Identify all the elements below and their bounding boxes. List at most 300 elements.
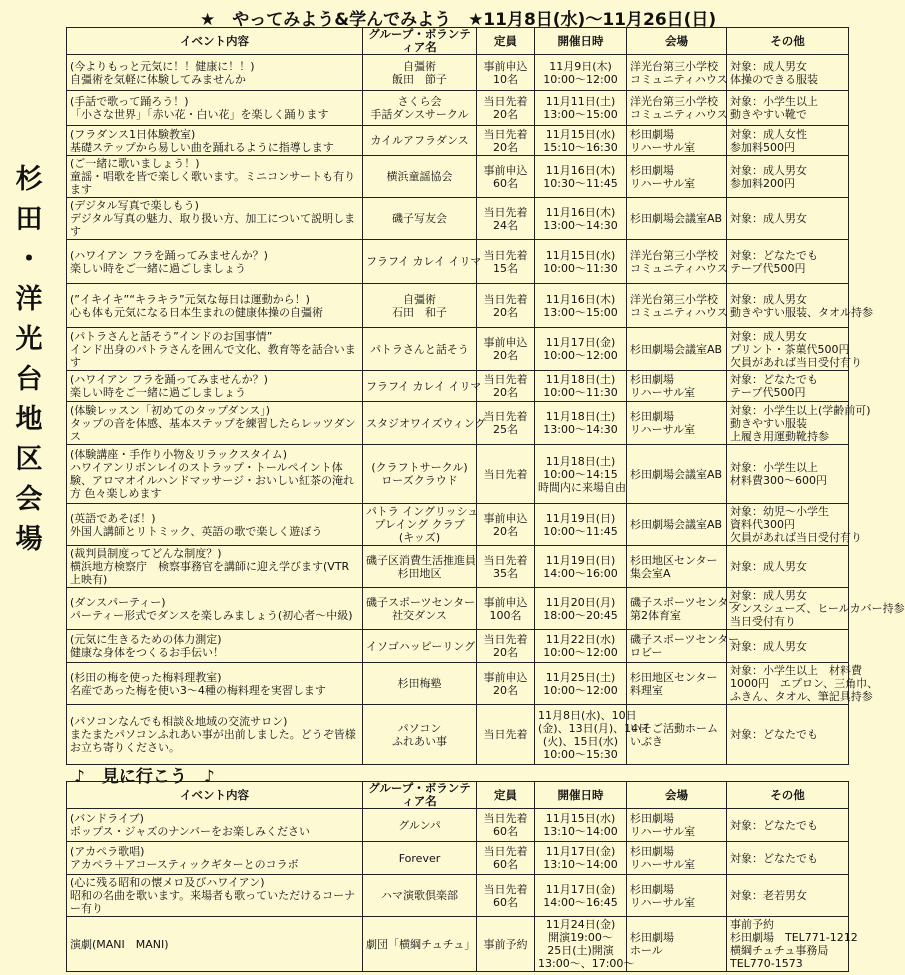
event-line: 童謡・唱歌を皆で楽しく歌います。ミニコンサートも有ります (70, 170, 356, 196)
table-row (67, 663, 849, 705)
event-line: 昭和の名曲を歌います。来場者も歌っていただけるコーナー有り (70, 889, 356, 915)
venue-cell (627, 328, 727, 371)
group-line: 自彊術 (403, 292, 436, 306)
other-cell (727, 546, 849, 588)
side-title-char: 田 (15, 204, 43, 235)
event-line: (今よりもっと元気に！！健康に！！) (70, 59, 255, 73)
event-line: (体験講座・手作り小物＆リラックスタイム) (70, 448, 288, 461)
capacity-line: 20名 (493, 349, 518, 362)
capacity-line: 当日先着 (483, 248, 528, 262)
event-line: 名産であった梅を使い3～4種の梅料理を実習します (70, 683, 326, 697)
other-cell (727, 445, 849, 504)
event-line: (デジタル写真で楽しもう) (70, 199, 199, 212)
capacity-cell (477, 328, 535, 371)
capacity-cell (477, 842, 535, 875)
date-cell (535, 588, 627, 630)
event-line: 基礎ステップから易しい曲を踊れるように指導します (70, 140, 334, 154)
date-cell (535, 91, 627, 126)
event-line: (ハワイアン フラを踊ってみませんか？) (70, 248, 268, 262)
date-line: 10:00～15:30 (543, 747, 618, 761)
side-title-char: ・ (15, 244, 43, 275)
date-line: 時間内に来場自由 (538, 480, 626, 494)
event-cell (67, 240, 363, 284)
other-line: 対象：成人女性 (730, 127, 807, 141)
other-line: 欠員があれば当日受付有り (730, 355, 862, 369)
group-line: (クラフトサークル) (371, 461, 468, 474)
date-cell (535, 126, 627, 156)
capacity-cell (477, 55, 535, 91)
date-line: (金)、13日(月)、14日 (538, 721, 650, 735)
header-event: イベント内容 (67, 28, 363, 55)
capacity-line: 24名 (493, 218, 518, 232)
capacity-line: 当日先着 (483, 127, 528, 141)
date-line: 11月9日(木) (549, 59, 612, 73)
date-line: 10:00～12:00 (543, 683, 618, 697)
date-line: 11月17日(金) (545, 336, 616, 349)
capacity-line: 15名 (493, 261, 518, 275)
other-line: 対象：小学生以上(学齢前可) (730, 403, 871, 417)
table-row (67, 705, 849, 765)
event-line: インド出身のパトラさんを囲んで文化、教育等を話合います (70, 342, 356, 369)
capacity-line: 事前申込 (483, 511, 528, 525)
capacity-cell (477, 809, 535, 842)
side-title-char: 台 (15, 364, 43, 395)
venue-line: ロビー (630, 646, 663, 659)
side-title-char: 地 (15, 404, 43, 435)
event-line: 自彊術を気軽に体験してみませんか (70, 72, 246, 86)
group-cell (363, 402, 486, 445)
event-cell (67, 156, 363, 198)
table-row (67, 156, 849, 198)
table-row (67, 588, 849, 630)
other-line: 1000円 エプロン、三角巾、 (730, 677, 879, 690)
date-line: 10:00～11:45 (543, 524, 618, 538)
event-cell (67, 809, 363, 842)
venue-cell (627, 663, 727, 705)
table-row (67, 284, 849, 328)
other-line: 横綱チュチュ事務局 (730, 944, 829, 957)
group-line: さくら会 (397, 95, 442, 108)
group-line: プレイング クラブ (374, 518, 465, 531)
venue-line: リハーサル室 (630, 140, 696, 154)
event-cell (67, 588, 363, 630)
group-line: パトラ イングリッシュ (366, 505, 479, 518)
other-line: 動きやすい服装 (730, 416, 807, 430)
group-cell (363, 504, 477, 546)
event-line: (英語であそぼ！) (70, 511, 156, 525)
date-line: 13:10～14:00 (543, 825, 618, 838)
side-title-char: 光 (15, 324, 43, 355)
capacity-cell (477, 371, 535, 402)
other-line: 上履き用運動靴持参 (730, 429, 829, 443)
capacity-line: 60名 (493, 858, 518, 871)
header-group: グループ・ボランティア名 (363, 782, 477, 809)
other-line: 体操のできる服装 (730, 72, 818, 86)
other-cell (727, 55, 849, 91)
side-title-char: 洋 (15, 284, 43, 315)
other-line: プリント・茶菓代500円 (730, 342, 850, 356)
capacity-line: 20名 (493, 524, 518, 538)
section-title-go-see: ♪ 見に行こう ♪ (74, 767, 215, 787)
table-row (67, 91, 849, 126)
venue-cell (627, 284, 727, 328)
date-line: 11月15日(水) (545, 127, 616, 141)
header-group: グループ・ボランティア名 (363, 28, 477, 55)
venue-cell (627, 588, 740, 630)
other-cell (727, 371, 849, 402)
date-line: 11月17日(金) (545, 845, 616, 858)
capacity-cell (477, 546, 535, 588)
group-cell (363, 445, 477, 504)
other-cell (727, 875, 849, 917)
venue-cell (627, 126, 727, 156)
other-line: 対象：どなたでも (730, 851, 818, 865)
event-line: (バンドライブ) (70, 812, 144, 825)
other-line: 対象：どなたでも (730, 248, 818, 262)
other-line: 対象：成人男女 (730, 329, 807, 343)
date-line: 13:00～15:00 (543, 108, 618, 121)
group-cell (363, 328, 477, 371)
capacity-line: 当日先着 (483, 728, 528, 741)
group-line: 磯子写友会 (392, 212, 447, 225)
table-row (67, 240, 849, 284)
venue-line: 杉田劇場 (630, 163, 674, 177)
capacity-line: 当日先着 (483, 410, 528, 423)
capacity-line: 当日先着 (483, 373, 528, 386)
group-line: パトラさんと話そう (370, 342, 469, 356)
header-datetime: 開催日時 (535, 782, 627, 809)
header-capacity: 定員 (477, 782, 535, 809)
group-cell (363, 875, 477, 917)
venue-cell (627, 445, 727, 504)
date-line: 11月11日(土) (545, 95, 616, 108)
event-cell (67, 445, 363, 504)
capacity-line: 事前申込 (483, 59, 528, 73)
event-cell (67, 630, 363, 663)
other-cell (727, 917, 858, 972)
venue-line: 洋光台第三小学校 (630, 59, 718, 73)
side-title-char: 会 (15, 484, 43, 515)
venue-line: コミュニティハウス (630, 305, 728, 319)
event-line: タップの音を体感、基本ステップを練習したらレッツダンス (70, 416, 356, 443)
group-line: ふれあい事 (392, 734, 447, 748)
other-cell (727, 809, 849, 842)
group-line: 自彊術 (403, 59, 436, 73)
event-line: (心に残る昭和の懐メロ及びハワイアン) (70, 876, 265, 889)
event-cell (67, 875, 363, 917)
capacity-line: 当日先着 (483, 812, 528, 825)
other-line: 対象：どなたでも (730, 728, 818, 741)
group-line: フラフイ カレイ イリマ (366, 255, 482, 268)
capacity-line: 35名 (493, 566, 518, 580)
venue-cell (627, 917, 727, 972)
event-cell (67, 91, 363, 126)
table-row (67, 546, 849, 588)
date-line: 11月15日(水) (545, 248, 616, 262)
venue-line: リハーサル室 (630, 858, 696, 871)
other-cell (727, 198, 849, 240)
event-line: (ご一緒に歌いましょう！) (70, 157, 200, 170)
group-cell (363, 705, 477, 765)
date-line: 10:00～11:30 (543, 386, 618, 399)
other-line: ふきん、タオル、筆記具持参 (730, 690, 873, 703)
venue-line: ホール (630, 944, 663, 957)
venue-cell (627, 809, 727, 842)
group-line: 手話ダンスサークル (370, 108, 469, 121)
other-line: 動きやすい靴で (730, 108, 807, 121)
date-line: 開演19:00～ (548, 931, 613, 944)
table-row (67, 198, 849, 240)
table-row (67, 402, 849, 445)
venue-line: 集会室A (630, 566, 671, 580)
venue-cell (627, 156, 727, 198)
other-line: 動きやすい服装、タオル持参 (730, 305, 873, 319)
other-line: 当日受付有り (730, 615, 796, 628)
venue-line: 杉田劇場 (630, 812, 674, 825)
group-cell (363, 156, 477, 198)
venue-line: 洋光台第三小学校 (630, 95, 718, 108)
table-row (67, 371, 849, 402)
capacity-line: 当日先着 (483, 95, 528, 108)
date-line: 11月19日(日) (545, 553, 616, 567)
date-line: 11月8日(水)、10日 (538, 708, 637, 722)
date-line: 25日(土)開演 (547, 944, 614, 957)
table-row (67, 809, 849, 842)
date-line: 11月20日(月) (545, 595, 616, 609)
other-line: 資料代300円 (730, 518, 795, 531)
date-line: 11月16日(木) (545, 292, 616, 306)
date-line: 14:00～16:00 (543, 566, 618, 580)
group-line: 社交ダンス (392, 608, 447, 622)
venue-line: リハーサル室 (630, 825, 696, 838)
venue-line: 杉田地区センター (630, 670, 718, 684)
date-cell (535, 371, 627, 402)
venue-cell (627, 371, 727, 402)
venue-line: 洋光台第三小学校 (630, 292, 718, 306)
capacity-line: 当日先着 (483, 553, 528, 567)
group-line: パソコン (397, 721, 442, 735)
event-cell (67, 842, 363, 875)
event-line: ハワイアンリボンレイのストラップ・トールペイント体験、アロマオイルハンドマッサージ・おいしい紅茶の淹れ方 色々楽しめます (70, 461, 355, 500)
date-cell (535, 917, 635, 972)
capacity-line: 60名 (493, 176, 518, 190)
date-line: 10:00～12:00 (543, 72, 618, 86)
venue-line: 磯子スポーツセンター (630, 633, 740, 646)
event-line: (パソコンなんでも相談＆地域の交流サロン) (70, 715, 288, 728)
group-cell (363, 630, 477, 663)
other-line: 対象：成人男女 (730, 560, 807, 573)
other-line: 杉田劇場 TEL771-1212 (730, 931, 858, 944)
event-line: 心も体も元気になる日本生まれの健康体操の自彊術 (70, 305, 323, 319)
table-row (67, 445, 849, 504)
event-cell (67, 546, 363, 588)
group-line: グルンパ (398, 818, 441, 832)
date-line: 13:00～14:30 (543, 218, 618, 232)
other-cell (727, 240, 849, 284)
event-cell (67, 55, 363, 91)
group-cell (363, 126, 477, 156)
event-line: (元気に生きるための体力測定) (70, 633, 222, 646)
other-line: 対象：成人男女 (730, 639, 807, 653)
capacity-line: 60名 (493, 825, 518, 838)
venue-line: 杉田劇場 (630, 410, 674, 423)
capacity-cell (477, 875, 535, 917)
date-line: 15:10～16:30 (543, 140, 618, 154)
group-line: ハマ演歌倶楽部 (381, 889, 458, 902)
event-cell (67, 663, 363, 705)
event-line: 演劇(MANI MANI) (70, 937, 169, 951)
event-line: 楽しい時をご一緒に過ごしましょう (70, 261, 246, 275)
capacity-line: 100名 (489, 608, 522, 622)
events-table-try-learn (66, 27, 905, 765)
group-line: Forever (398, 851, 441, 865)
capacity-line: 当日先着 (483, 292, 528, 306)
group-cell (363, 588, 477, 630)
capacity-cell (477, 705, 535, 765)
event-line: 楽しい時をご一緒に過ごしましょう (70, 386, 246, 399)
capacity-line: 20名 (493, 386, 518, 399)
capacity-line: 事前申込 (483, 336, 528, 349)
group-cell (363, 371, 482, 402)
venue-line: 杉田劇場 (630, 931, 674, 944)
date-line: 13:10～14:00 (543, 858, 618, 871)
date-line: 11月22日(水) (545, 633, 616, 646)
other-line: テープ代500円 (730, 261, 806, 275)
side-title-char: 場 (15, 524, 43, 555)
event-cell (67, 504, 363, 546)
venue-cell (627, 875, 727, 917)
date-line: 13:00～14:30 (543, 423, 618, 436)
venue-cell (627, 705, 727, 765)
other-line: 対象：成人男女 (730, 163, 807, 177)
event-line: デジタル写真の魅力、取り扱い方、加工について説明します (70, 212, 356, 238)
venue-line: 磯子スポーツセンター (630, 595, 740, 609)
other-cell (727, 91, 849, 126)
capacity-line: 当日先着 (483, 882, 528, 896)
event-cell (67, 126, 363, 156)
group-cell (363, 663, 477, 705)
capacity-cell (477, 126, 535, 156)
date-line: 11月17日(金) (545, 882, 616, 896)
group-line: 磯子区消費生活推進員 (366, 553, 476, 567)
side-title-char: 杉 (15, 164, 43, 195)
venue-line: 杉田劇場 (630, 882, 674, 896)
venue-cell (627, 55, 727, 91)
venue-line: 杉田劇場会議室AB (630, 342, 723, 356)
date-cell (535, 546, 627, 588)
header-venue: 会場 (627, 782, 727, 809)
capacity-line: 20名 (493, 305, 518, 319)
group-line: (キッズ) (398, 531, 441, 544)
venue-line: コミュニティハウス (630, 108, 728, 121)
group-line: イソゴハッピーリング (366, 639, 476, 653)
date-line: 11月16日(木) (545, 163, 616, 177)
capacity-line: 事前申込 (483, 163, 528, 177)
other-line: テープ代500円 (730, 386, 806, 399)
table-row (67, 875, 849, 917)
date-cell (535, 809, 627, 842)
event-line: アカペラ＋アコースティックギターとのコラボ (70, 858, 299, 871)
capacity-line: 当日先着 (483, 467, 528, 481)
capacity-line: 当日先着 (483, 205, 528, 219)
capacity-cell (477, 240, 535, 284)
date-cell (535, 445, 627, 504)
venue-line: リハーサル室 (630, 895, 696, 909)
venue-area-title (6, 160, 52, 560)
venue-line: 杉田地区センター (630, 553, 718, 567)
event-line: (裁判員制度ってどんな制度？) (70, 547, 222, 560)
group-line: カイルアフラダンス (370, 134, 469, 147)
capacity-cell (477, 630, 535, 663)
venue-cell (627, 198, 727, 240)
venue-line: 杉田劇場 (630, 845, 674, 858)
group-cell (363, 842, 477, 875)
group-cell (363, 917, 477, 972)
group-line: 劇団「横綱チュチュ」 (366, 937, 476, 951)
other-cell (727, 402, 871, 445)
header-datetime: 開催日時 (535, 28, 627, 55)
group-line: 石田 和子 (392, 305, 447, 319)
other-cell (727, 284, 873, 328)
capacity-line: 10名 (493, 72, 518, 86)
date-line: 11月15日(水) (545, 812, 616, 825)
venue-line: いそご活動ホーム (630, 721, 718, 735)
table-row (67, 630, 849, 663)
other-line: 事前予約 (730, 918, 774, 931)
other-line: 対象：どなたでも (730, 373, 818, 386)
group-cell (363, 55, 477, 91)
venue-cell (627, 402, 727, 445)
capacity-line: 事前予約 (483, 937, 528, 951)
other-line: 対象：幼児～小学生 (730, 505, 829, 518)
event-line: 「小さな世界」「赤い花・白い花」を楽しく踊ります (70, 108, 329, 121)
other-line: 対象：成人男女 (730, 212, 807, 225)
group-cell (363, 198, 477, 240)
event-line: (ハワイアン フラを踊ってみませんか？) (70, 373, 268, 386)
venue-line: 杉田劇場会議室AB (630, 212, 723, 225)
venue-cell (627, 630, 740, 663)
table-row (67, 55, 849, 91)
date-cell (535, 156, 627, 198)
venue-line: リハーサル室 (630, 423, 696, 436)
date-cell (535, 328, 627, 371)
date-cell (535, 55, 627, 91)
venue-line: 杉田劇場会議室AB (630, 467, 723, 481)
capacity-cell (477, 917, 535, 972)
other-line: 欠員があれば当日受付有り (730, 531, 862, 544)
date-line: 11月18日(土) (545, 410, 616, 423)
other-line: 対象：小学生以上 (730, 461, 818, 474)
date-cell (535, 504, 627, 546)
event-cell (67, 402, 363, 445)
other-line: 参加料500円 (730, 140, 795, 154)
group-cell (363, 546, 477, 588)
group-cell (363, 284, 477, 328)
venue-cell (627, 91, 727, 126)
venue-line: 洋光台第三小学校 (630, 248, 718, 262)
event-line: (体験レッスン「初めてのタップダンス」) (70, 403, 270, 417)
group-line: 飯田 節子 (392, 72, 447, 86)
venue-line: リハーサル室 (630, 386, 696, 399)
other-line: 対象：成人男女 (730, 292, 807, 306)
group-line: 磯子スポーツセンター (366, 595, 476, 609)
capacity-cell (477, 198, 535, 240)
header-capacity: 定員 (477, 28, 535, 55)
venue-line: いぶき (630, 734, 663, 748)
venue-line: 杉田劇場 (630, 373, 674, 386)
other-line: 対象：小学生以上 (730, 95, 818, 108)
date-line: 11月25日(土) (545, 670, 616, 684)
